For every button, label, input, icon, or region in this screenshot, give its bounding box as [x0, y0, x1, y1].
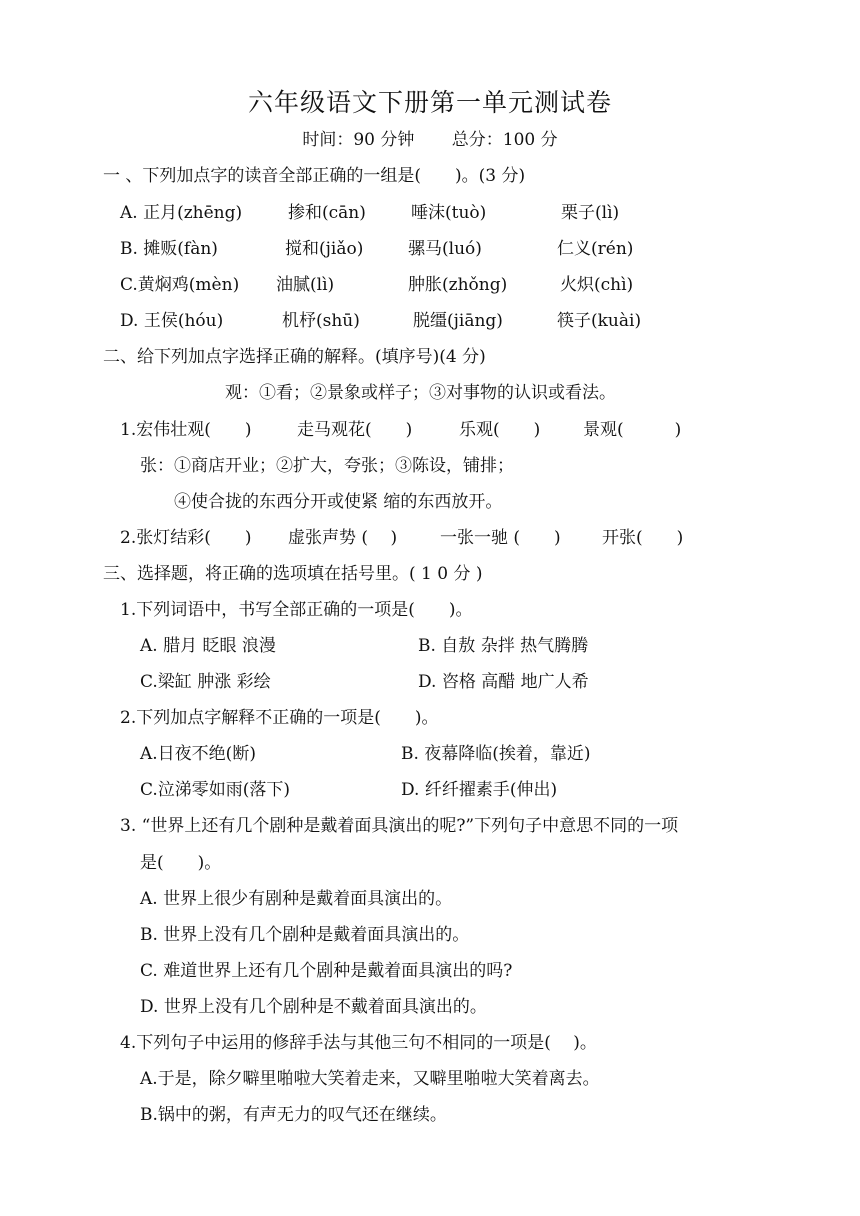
s3-q4-a: A.于是，除夕噼里啪啦大笑着走来，又噼里啪啦大笑着离去。 — [140, 1069, 600, 1089]
s1-b-2: 搅和(jiǎo) — [285, 239, 364, 259]
zhang-item-3: 一张一驰 ( ) — [440, 528, 561, 548]
s1-c-3: 肿胀(zhǒng) — [408, 275, 508, 295]
zhang-definitions-2: ④使合拢的东西分开或使紧 缩的东西放开。 — [174, 492, 503, 512]
s1-d-4: 筷子(kuài) — [557, 311, 642, 331]
section3-question: 三、选择题，将正确的选项填在括号里。( 1 0 分 ) — [103, 564, 483, 584]
zhang-definitions-1: 张：①商店开业；②扩大，夸张；③陈设，铺排； — [140, 456, 514, 476]
s3-q2-d: D. 纤纤擢素手(伸出) — [401, 780, 558, 800]
s1-a-4: 栗子(lì) — [561, 203, 620, 223]
s3-q3-d: D. 世界上没有几个剧种是不戴着面具演出的。 — [140, 997, 487, 1017]
guan-item-3: 乐观( ) — [459, 420, 541, 440]
page-title: 六年级语文下册第一单元测试卷 — [247, 88, 612, 117]
zhang-item-4: 开张( ) — [602, 528, 684, 548]
s3-q1-d: D. 咨格 高醋 地广人希 — [418, 672, 589, 692]
s3-q1: 1.下列词语中，书写全部正确的一项是( )。 — [120, 600, 473, 620]
s3-q1-c: C.梁缸 肿涨 彩绘 — [140, 672, 271, 692]
s1-a-1: A. 正月(zhēng) — [120, 203, 243, 223]
section2-question: 二、给下列加点字选择正确的解释。(填序号)(4 分) — [103, 347, 486, 367]
s3-q1-b: B. 自敖 杂拌 热气腾腾 — [418, 636, 589, 656]
s3-q2-a: A.日夜不绝(断) — [140, 744, 256, 764]
s1-c-2: 油腻(lì) — [276, 275, 335, 295]
zhang-item-1: 2.张灯结彩( ) — [120, 528, 252, 548]
exam-total: 总分：100 分 — [451, 130, 558, 150]
s1-b-1: B. 摊贩(fàn) — [120, 239, 218, 259]
guan-definitions: 观：①看；②景象或样子；③对事物的认识或看法。 — [225, 383, 616, 403]
s3-q2-c: C.泣涕零如雨(落下) — [140, 780, 291, 800]
s1-d-1: D. 王侯(hóu) — [120, 311, 224, 331]
s1-c-4: 火炽(chì) — [560, 275, 634, 295]
s3-q3-b: B. 世界上没有几个剧种是戴着面具演出的。 — [140, 925, 470, 945]
s1-a-2: 掺和(cān) — [288, 203, 366, 223]
s3-q1-a: A. 腊月 眨眼 浪漫 — [140, 636, 276, 656]
s1-d-3: 脱缰(jiāng) — [413, 311, 503, 331]
guan-item-4: 景观( ) — [583, 420, 682, 440]
s1-a-3: 唾沫(tuò) — [411, 203, 487, 223]
exam-time: 时间：90 分钟 — [302, 130, 415, 150]
guan-item-2: 走马观花( ) — [297, 420, 413, 440]
s3-q3: 3. “世界上还有几个剧种是戴着面具演出的呢?”下列句子中意思不同的一项 — [120, 816, 679, 836]
s3-q4-b: B.锅中的粥，有声无力的叹气还在继续。 — [140, 1105, 447, 1125]
guan-item-1: 1.宏伟壮观( ) — [120, 420, 252, 440]
s1-b-3: 骡马(luó) — [408, 239, 482, 259]
s3-q3-c: C. 难道世界上还有几个剧种是戴着面具演出的吗? — [140, 961, 513, 981]
s3-q4: 4.下列句子中运用的修辞手法与其他三句不相同的一项是( )。 — [120, 1033, 597, 1053]
exam-info — [0, 128, 860, 152]
s3-q2-b: B. 夜幕降临(挨着，靠近) — [401, 744, 591, 764]
s1-c-1: C.黄焖鸡(mèn) — [120, 275, 240, 295]
s3-q2: 2.下列加点字解释不正确的一项是( )。 — [120, 708, 439, 728]
s1-b-4: 仁义(rén) — [557, 239, 634, 259]
s1-d-2: 机杼(shū) — [282, 311, 360, 331]
zhang-item-2: 虚张声势 ( ) — [288, 528, 398, 548]
s3-q3-cont: 是( )。 — [140, 853, 222, 873]
section1-question: 一 、下列加点字的读音全部正确的一组是( )。(3 分) — [103, 166, 526, 186]
s3-q3-a: A. 世界上很少有剧种是戴着面具演出的。 — [140, 889, 453, 909]
